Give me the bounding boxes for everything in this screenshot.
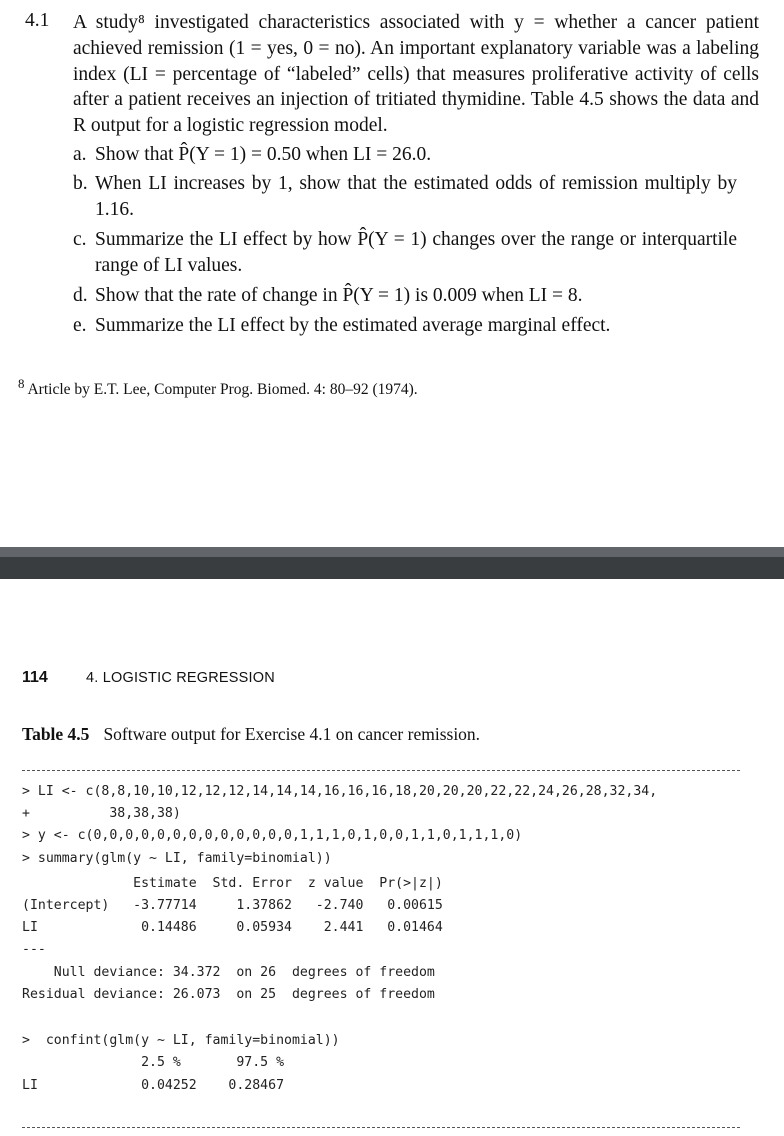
running-head: 4. LOGISTIC REGRESSION xyxy=(86,670,275,686)
code-line: Residual deviance: 26.073 on 25 degrees of freedom xyxy=(22,987,435,1002)
table-label: Table 4.5 xyxy=(22,724,90,744)
code-line: + 38,38,38) xyxy=(22,806,181,821)
part-label: e. xyxy=(73,315,87,336)
part-label: b. xyxy=(73,173,88,194)
top-dashed-rule xyxy=(22,770,740,771)
code-line: > summary(glm(y ~ LI, family=binomial)) xyxy=(22,851,332,866)
code-line: > y <- c(0,0,0,0,0,0,0,0,0,0,0,0,0,1,1,1,0,1,0,0,1,1,0,1,1,1,0) xyxy=(22,828,523,843)
code-line: (Intercept) -3.77714 1.37862 -2.740 0.00615 xyxy=(22,898,443,913)
footnote-text: Article by E.T. Lee, Computer Prog. Biomed. 4: 80–92 (1974). xyxy=(27,381,418,399)
footnote-marker: 8 xyxy=(18,376,25,391)
exercise-section xyxy=(0,0,784,540)
code-line: 2.5 % 97.5 % xyxy=(22,1055,285,1070)
code-line: LI 0.04252 0.28467 xyxy=(22,1078,285,1093)
part-label: c. xyxy=(73,229,87,250)
part-label: d. xyxy=(73,285,88,306)
code-line: Null deviance: 34.372 on 26 degrees of freedom xyxy=(22,965,435,980)
page-114 xyxy=(0,579,784,1136)
code-line: LI 0.14486 0.05934 2.441 0.01464 xyxy=(22,920,443,935)
code-line: --- xyxy=(22,942,46,957)
part-text: Show that P̂(Y = 1) = 0.50 when LI = 26.0. xyxy=(95,144,432,165)
part-text: Show that the rate of change in P̂(Y = 1) is 0.009 when LI = 8. xyxy=(95,285,583,306)
footnote xyxy=(18,376,418,399)
page-number: 114 xyxy=(22,669,48,686)
part-label: a. xyxy=(73,144,87,165)
table-caption-text: Software output for Exercise 4.1 on cancer remission. xyxy=(103,724,481,744)
exercise-intro: A study⁸ investigated characteristics associated with y = whether a cancer patient achieved remission (1 = yes, 0 = no). An important explanatory variable was a labeling index (LI = percentage of “labeled” cells) that measures proliferative activity of cells after a patient receives an injection of tritiated thymidine. Table 4.5 shows the data and R output for a logistic regression model. xyxy=(73,12,759,137)
exercise-number: 4.1 xyxy=(25,10,50,31)
bottom-dashed-rule xyxy=(22,1127,740,1128)
page-divider xyxy=(0,547,784,579)
page-divider-shade xyxy=(0,547,784,557)
code-line: > confint(glm(y ~ LI, family=binomial)) xyxy=(22,1033,340,1048)
code-line: Estimate Std. Error z value Pr(>|z|) xyxy=(22,876,443,891)
part-text: When LI increases by 1, show that the estimated odds of remission multiply by 1.16. xyxy=(95,173,737,220)
part-text: Summarize the LI effect by how P̂(Y = 1) changes over the range or interquartile range of LI values. xyxy=(95,229,737,276)
part-text: Summarize the LI effect by the estimated average marginal effect. xyxy=(95,315,611,336)
table-caption xyxy=(22,724,480,745)
code-line: > LI <- c(8,8,10,10,12,12,12,14,14,14,16,16,16,18,20,20,20,22,22,24,26,28,32,34, xyxy=(22,784,658,799)
